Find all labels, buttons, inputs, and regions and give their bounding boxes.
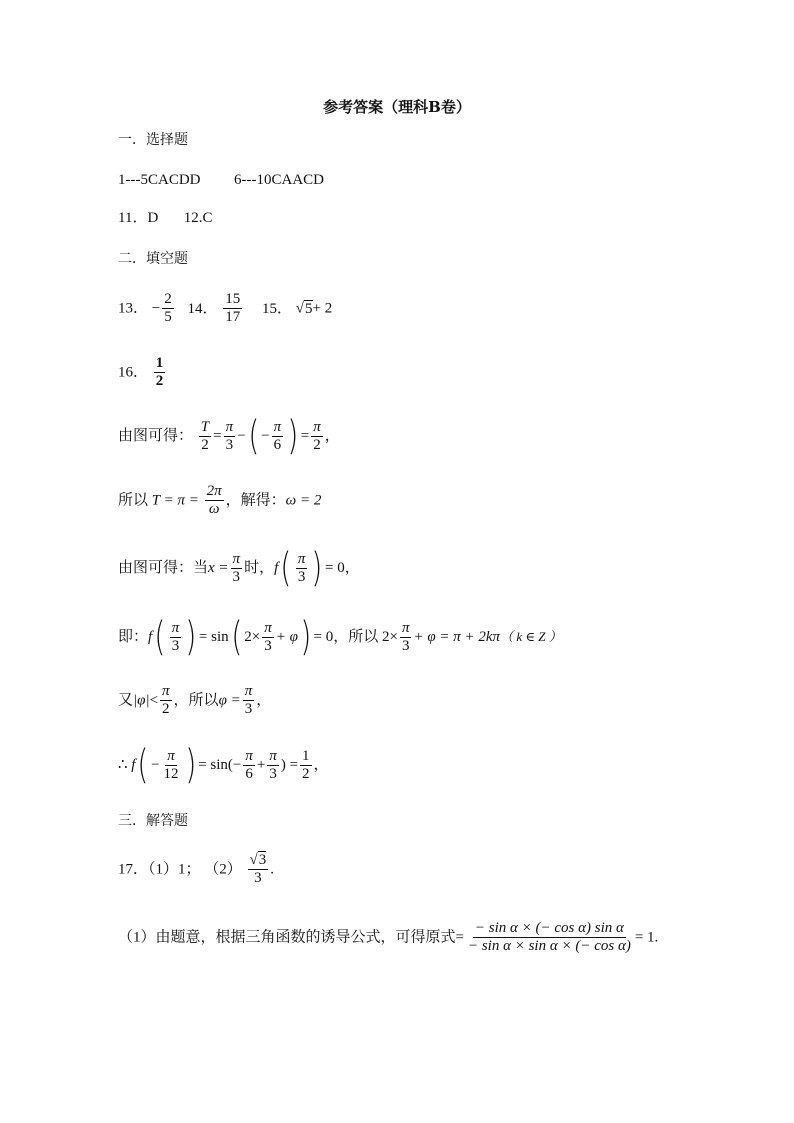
num: π: [245, 747, 253, 764]
right-paren-icon: ): [184, 742, 196, 788]
num: T: [200, 418, 210, 435]
q13-numerator: 2: [164, 291, 172, 307]
num: π: [313, 418, 321, 435]
num: π: [225, 418, 234, 435]
left-paren-icon: (: [154, 614, 166, 660]
frac-pi-over-3: [400, 620, 412, 655]
therefore-icon: ∴: [118, 757, 128, 773]
plus-phi: + φ: [275, 629, 298, 645]
line-lead: 由图可得：当: [118, 560, 209, 576]
when-label: 时，: [244, 560, 275, 576]
phi-equals: φ =: [218, 692, 241, 709]
den: 3: [269, 765, 277, 782]
q16-fraction: [154, 355, 166, 390]
den: 3: [171, 637, 180, 654]
right-paren-icon: ): [300, 614, 312, 660]
q14-denominator: 17: [225, 309, 241, 325]
equals-zero-so: = 0，所以: [313, 629, 379, 645]
choice-answers-row1: [118, 170, 324, 190]
answer-12: 12.C: [183, 210, 213, 226]
comma: ，: [324, 428, 340, 444]
section-heading-choice: 一．选择题: [118, 132, 188, 148]
solution-line-result: [118, 742, 329, 788]
two-times: 2×: [381, 629, 398, 645]
left-paren-icon: (: [230, 614, 242, 660]
comma: ，: [344, 560, 360, 576]
num: − sin α × (− cos α) sin α: [474, 920, 624, 936]
num: π: [401, 619, 410, 636]
line-lead: 所以: [118, 492, 149, 509]
frac-trig-expression: [466, 920, 633, 955]
frac-2pi-over-omega: [205, 483, 224, 518]
den: 2: [162, 701, 170, 717]
solution-17-part1: [118, 920, 658, 955]
q13-sign: −: [151, 300, 161, 317]
comma: ，: [313, 757, 329, 773]
frac-pi-over-3: [267, 748, 279, 783]
den: 3: [225, 436, 234, 453]
section-heading-solve: 三．解答题: [118, 813, 188, 829]
q15-radicand: 5: [305, 300, 313, 317]
den: 6: [273, 436, 282, 453]
den: − sin α × sin α × (− cos α): [467, 938, 631, 954]
plus: +: [256, 757, 266, 773]
left-paren-icon: (: [247, 413, 259, 459]
solution-line-zero: [118, 545, 360, 591]
frac-pi-over-2: [311, 419, 323, 454]
function-f: f: [274, 560, 279, 576]
q14-label: 14．: [187, 300, 218, 317]
answers-1-5: 1---5CACDD: [118, 172, 201, 188]
left-paren-icon: (: [137, 742, 149, 788]
sqrt-icon: √: [249, 852, 258, 868]
equals: =: [213, 428, 222, 444]
frac-one-half: [300, 748, 312, 783]
answer-17: [118, 852, 274, 887]
den: 2: [313, 436, 321, 453]
less-than: <: [149, 692, 159, 709]
num: π: [232, 550, 241, 567]
phi-equation-rhs: + φ = π + 2kπ: [413, 629, 501, 645]
right-paren-icon: ): [287, 413, 299, 459]
omega-result: ω = 2: [285, 492, 322, 509]
num: π: [264, 619, 272, 636]
frac-pi-over-12: [162, 748, 181, 783]
num: 2π: [206, 483, 222, 499]
page-title: 参考答案（理科B卷）: [323, 98, 471, 116]
minus: −: [261, 428, 270, 444]
function-f: f: [131, 757, 136, 773]
q15-tail: + 2: [312, 300, 333, 317]
den: 3: [232, 568, 241, 585]
frac-pi-over-3: [262, 620, 274, 655]
q16-numerator: 1: [155, 355, 164, 371]
t-equals-pi: T = π =: [151, 492, 199, 509]
num: [248, 852, 269, 870]
solution-line-period: [118, 413, 340, 459]
num: π: [244, 683, 253, 699]
equals-sin: = sin(−: [198, 757, 242, 773]
answer-11: 11．D: [118, 210, 159, 226]
choice-answers-row2: [118, 208, 213, 228]
q14-fraction: [223, 291, 242, 326]
frac-pi-over-3: [231, 551, 243, 586]
frac-pi-over-2: [160, 683, 172, 718]
solution-line-phi-value: [118, 683, 271, 718]
close-equals: ) =: [280, 757, 299, 773]
right-paren-icon: ): [311, 545, 323, 591]
den: 3: [264, 637, 272, 654]
comma: ，: [256, 692, 272, 709]
frac-t-over-2: [199, 419, 211, 454]
den: 3: [401, 637, 410, 654]
den: 3: [297, 568, 306, 585]
frac-pi-over-3: [296, 551, 308, 586]
num: 1: [302, 747, 310, 764]
q13-fraction: [162, 291, 174, 326]
radicand: 3: [258, 852, 267, 868]
frac-pi-over-3: [170, 620, 182, 655]
frac-sqrt3-over-3: [248, 852, 269, 887]
right-paren-icon: ): [185, 614, 197, 660]
frac-pi-over-6: [272, 419, 284, 454]
equals: =: [300, 428, 310, 444]
solution-line-omega: [118, 483, 321, 518]
result: = 1.: [634, 929, 659, 946]
frac-pi-over-3: [224, 419, 236, 454]
section-heading-fill: 二．填空题: [118, 251, 188, 267]
function-f: f: [148, 629, 153, 645]
solution-line-phi: [118, 614, 562, 660]
equals-sin: = sin: [198, 629, 229, 645]
den: 3: [244, 701, 253, 717]
minus: −: [237, 428, 246, 444]
num: π: [273, 418, 282, 435]
fill-answer-16: [118, 355, 167, 390]
q16-label: 16．: [118, 364, 149, 381]
num: π: [171, 619, 180, 636]
two-times: 2×: [244, 629, 261, 645]
answers-6-10: 6---10CAACD: [234, 172, 324, 188]
q13-denominator: 5: [164, 309, 172, 325]
abs-phi: |φ|: [133, 692, 150, 709]
num: π: [269, 747, 277, 764]
den: 12: [163, 765, 179, 782]
q17-label: 17．（1）1； （2）: [118, 861, 242, 878]
fill-answers-13-15: [118, 291, 332, 326]
line-lead: 由图可得：: [118, 428, 194, 444]
num: π: [167, 747, 175, 764]
frac-pi-over-6: [243, 748, 255, 783]
left-paren-icon: (: [280, 545, 292, 591]
num: π: [297, 550, 306, 567]
line-lead: （1）由题意，根据三角函数的诱导公式，可得原式=: [118, 929, 464, 946]
frac-pi-over-3: [243, 683, 255, 718]
q15-label: 15．: [262, 300, 293, 317]
den: ω: [208, 501, 220, 517]
minus: −: [151, 757, 160, 773]
equals-zero: = 0: [324, 560, 345, 576]
den: 2: [201, 436, 209, 453]
so-label: ，所以: [173, 692, 219, 709]
den: 3: [254, 870, 262, 886]
period: .: [270, 861, 274, 878]
line-lead: 又: [118, 692, 134, 709]
q14-numerator: 15: [225, 291, 241, 307]
q13-label: 13．: [118, 300, 149, 317]
num: π: [162, 683, 170, 699]
x-equals: x =: [208, 560, 229, 576]
den: 2: [302, 765, 310, 782]
sqrt-icon: √: [295, 300, 304, 317]
k-condition: （ k ∈ Z ）: [500, 629, 562, 644]
q16-denominator: 2: [155, 373, 164, 389]
den: 6: [245, 765, 253, 782]
solve-label: ，解得：: [225, 492, 286, 509]
line-lead: 即：: [118, 629, 149, 645]
